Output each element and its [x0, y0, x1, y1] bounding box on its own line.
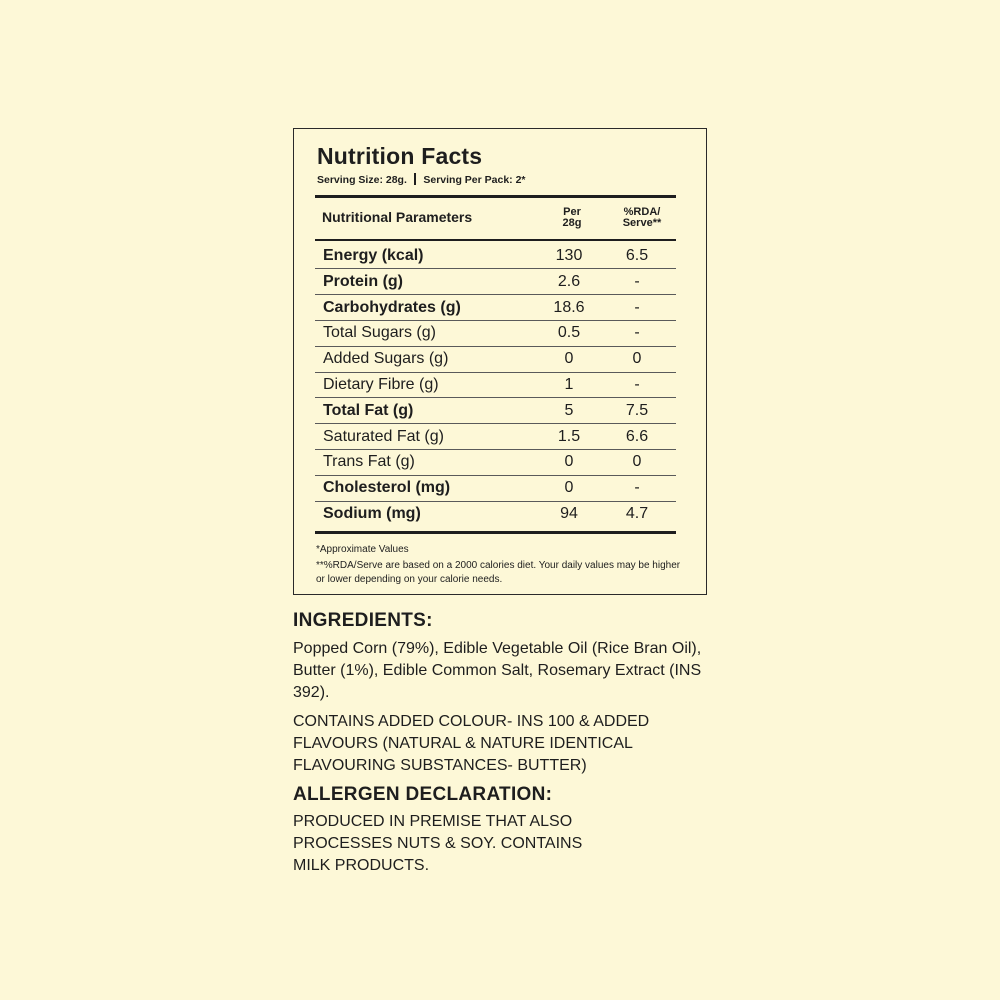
nutrient-rda: 6.5 [625, 247, 649, 264]
header-rda-line2: Serve** [622, 217, 662, 229]
nutrient-rda: - [634, 272, 640, 290]
header-rda-line1: %RDA/ [623, 206, 661, 218]
nutrient-per-28g: 18.6 [553, 298, 585, 316]
serving-per-pack: Serving Per Pack: 2* [423, 174, 526, 186]
nutrient-rda: 6.6 [625, 427, 649, 445]
divider-header [315, 239, 676, 241]
ingredients-heading: INGREDIENTS: [293, 610, 433, 631]
nutrient-row [315, 475, 676, 501]
nutrient-row [315, 269, 676, 295]
nutrient-rda: 7.5 [625, 401, 649, 419]
divider-bottom [315, 531, 676, 534]
nutrient-name: Energy (kcal) [323, 247, 424, 264]
nutrient-row [315, 372, 676, 398]
serving-info [317, 173, 526, 186]
nutrient-rda: 0 [632, 453, 642, 471]
ingredients-section [293, 610, 733, 777]
footnote-approximate: *Approximate Values [316, 544, 409, 555]
nutrient-row [315, 449, 676, 475]
nutrient-rda: 0 [632, 350, 642, 368]
nutrient-rda: - [634, 376, 640, 393]
nutrient-name: Dietary Fibre (g) [323, 376, 439, 393]
nutrient-per-28g: 1.5 [557, 427, 581, 445]
header-rda [612, 207, 672, 229]
header-per-28g [552, 207, 592, 229]
nutrient-row [315, 243, 676, 269]
ingredients-text: Popped Corn (79%), Edible Vegetable Oil (Rice Bran Oil), Butter (1%), Edible Common Salt, Rosemary Extract (INS 392). [293, 640, 702, 701]
nutrient-per-28g: 94 [560, 505, 578, 522]
nutrient-per-28g: 5 [564, 401, 574, 419]
serving-size: Serving Size: 28g. [317, 174, 407, 186]
nutrient-name: Protein (g) [323, 272, 403, 290]
nutrient-rda: - [634, 324, 640, 342]
nutrient-per-28g: 0 [564, 479, 574, 497]
nutrient-row [315, 320, 676, 346]
footnote-rda: **%RDA/Serve are based on a 2000 calories diet. Your daily values may be higher or lower depending on your calorie needs. [316, 560, 681, 585]
nutrition-title: Nutrition Facts [317, 143, 483, 169]
nutrient-per-28g: 0 [564, 350, 574, 368]
nutrient-per-28g: 2.6 [557, 272, 581, 290]
nutrient-row [315, 424, 676, 450]
divider-top [315, 195, 676, 198]
nutrient-rda: - [634, 479, 640, 497]
nutrient-per-28g: 130 [555, 247, 583, 264]
nutrient-row [315, 346, 676, 372]
nutrition-facts-panel [293, 128, 707, 595]
nutrient-name: Cholesterol (mg) [323, 479, 451, 497]
nutrient-row [315, 398, 676, 424]
nutrient-rda: 4.7 [625, 505, 649, 522]
nutrient-name: Total Sugars (g) [323, 324, 436, 342]
serving-separator [414, 173, 417, 185]
nutrient-row [315, 501, 676, 527]
allergen-section [293, 784, 733, 877]
nutrient-name: Total Fat (g) [323, 401, 414, 419]
nutrient-row [315, 295, 676, 321]
header-parameters: Nutritional Parameters [322, 209, 473, 225]
allergen-text: PRODUCED IN PREMISE THAT ALSO PROCESSES NUTS & SOY. CONTAINS MILK PRODUCTS. [293, 813, 583, 874]
nutrient-name: Sodium (mg) [323, 505, 421, 522]
nutrient-name: Saturated Fat (g) [323, 427, 444, 445]
nutrient-per-28g: 0.5 [557, 324, 581, 342]
nutrient-name: Trans Fat (g) [323, 453, 415, 471]
contains-statement: CONTAINS ADDED COLOUR- INS 100 & ADDED FLAVOURS (NATURAL & NATURE IDENTICAL FLAVOURING SUBSTANCES- BUTTER) [293, 713, 650, 774]
allergen-heading: ALLERGEN DECLARATION: [293, 784, 553, 805]
header-per-line1: Per [563, 206, 581, 218]
header-per-line2: 28g [562, 217, 582, 229]
nutrient-per-28g: 1 [564, 376, 574, 393]
nutrient-name: Added Sugars (g) [323, 350, 449, 368]
nutrient-rda: - [634, 298, 640, 316]
nutrient-per-28g: 0 [564, 453, 574, 471]
nutrient-name: Carbohydrates (g) [323, 298, 461, 316]
